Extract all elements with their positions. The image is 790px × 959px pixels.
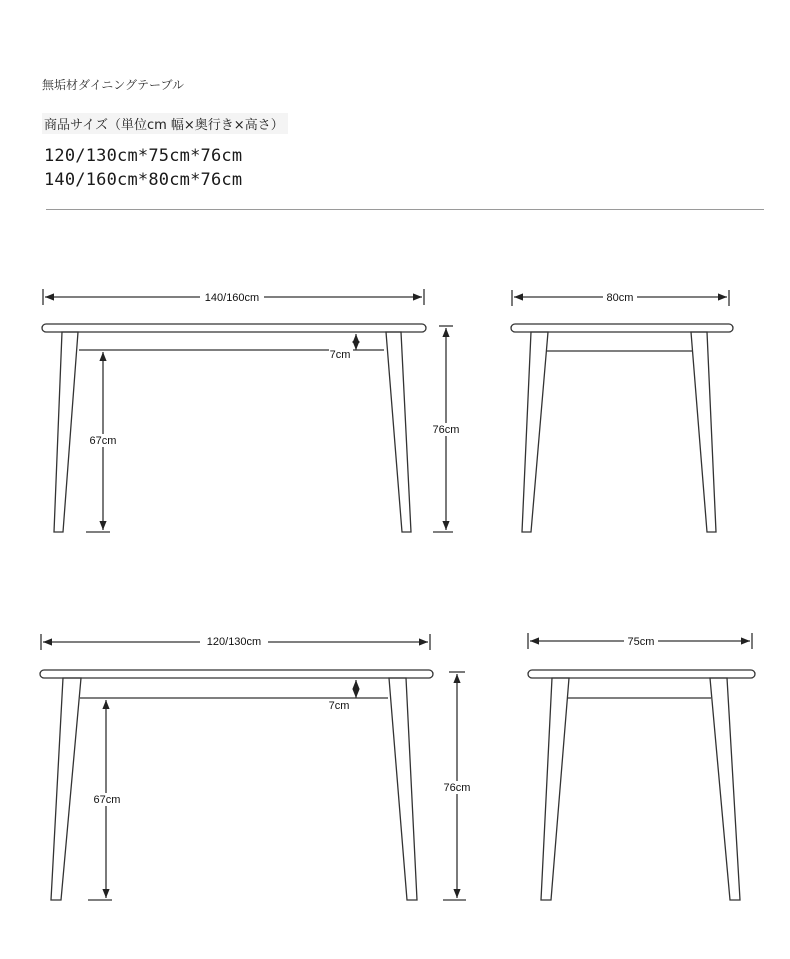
depth-label: 80cm	[606, 292, 634, 304]
large-front-view	[42, 289, 453, 532]
depth-label: 75cm	[627, 636, 655, 648]
width-label: 140/160cm	[204, 292, 260, 304]
apron-label: 7cm	[329, 349, 351, 361]
size-unit-caption: 商品サイズ（単位cm 幅×奥行き×高さ）	[42, 113, 288, 134]
small-front-view	[40, 634, 466, 900]
size-line-small: 120/130cm*75cm*76cm	[44, 146, 243, 166]
small-side-view	[528, 633, 755, 900]
size-line-large: 140/160cm*80cm*76cm	[44, 170, 243, 190]
right-leg	[389, 678, 417, 900]
tabletop	[528, 670, 755, 678]
right-leg	[386, 332, 411, 532]
width-label: 120/130cm	[206, 636, 262, 648]
tabletop	[40, 670, 433, 678]
apron-label: 7cm	[328, 700, 350, 712]
tabletop	[511, 324, 733, 332]
left-leg	[522, 332, 548, 532]
right-leg	[710, 678, 740, 900]
left-leg	[51, 678, 81, 900]
leg-height-label: 67cm	[89, 435, 117, 447]
small-front-labels	[91, 635, 473, 806]
right-leg	[691, 332, 716, 532]
left-leg	[54, 332, 78, 532]
leg-height-label: 67cm	[93, 794, 121, 806]
total-height-label: 76cm	[432, 424, 460, 436]
large-side-view	[511, 290, 733, 532]
product-title: 無垢材ダイニングテーブル	[42, 78, 184, 92]
tabletop	[42, 324, 426, 332]
total-height-label: 76cm	[443, 782, 471, 794]
small-side-labels	[624, 634, 658, 648]
left-leg	[541, 678, 569, 900]
large-side-labels	[603, 290, 637, 304]
